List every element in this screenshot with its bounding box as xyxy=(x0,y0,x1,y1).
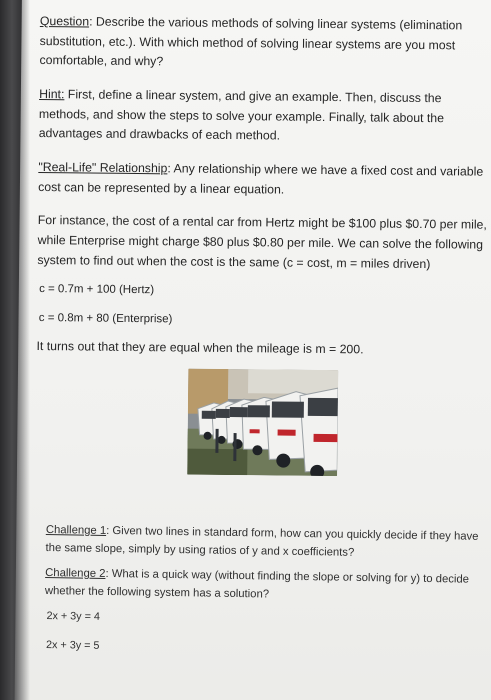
challenge-2-text: : What is a quick way (without finding the slope or solving for y) to decide whether the following system has a solution? xyxy=(44,567,470,601)
system-equation-1: 2x + 3y = 4 xyxy=(46,610,101,623)
challenges-section xyxy=(44,522,491,672)
cars-illustration xyxy=(187,368,338,476)
challenge-2-label: Challenge 2 xyxy=(45,566,106,580)
question-label: Question xyxy=(39,13,90,29)
question-paragraph xyxy=(39,12,491,76)
hint-paragraph xyxy=(39,85,491,149)
system-equation-2: 2x + 3y = 5 xyxy=(45,638,100,652)
question-text: : Describe the various methods of solving linear systems (elimination substitution, etc.). With which method of solving linear systems are you most comfortable, and why? xyxy=(39,14,463,69)
hertz-equation: c = 0.7m + 100 (Hertz) xyxy=(39,283,155,297)
example-paragraph: For instance, the cost of a rental car from Hertz might be $100 plus $0.70 per mile, while Enterprise might charge $80 plus $0.80 per mile. We can solve the following system to find out when the cost is the same (c = cost, m = miles driven) xyxy=(37,213,487,271)
document-body xyxy=(35,12,491,486)
result-text: It turns out that they are equal when the mileage is m = 200. xyxy=(36,339,364,357)
challenge-2-paragraph xyxy=(45,565,490,607)
hint-text: First, define a linear system, and give an example. Then, discuss the methods, and show the steps to solve your example. Finally, talk about the advantages and drawbacks of each method. xyxy=(38,87,445,143)
real-life-label: "Real-Life" Relationship xyxy=(38,160,168,176)
challenge-1-paragraph xyxy=(45,522,490,564)
real-life-text: : Any relationship where we have a fixed cost and variable cost can be represented by a linear equation. xyxy=(38,161,484,197)
challenge-1-text: : Given two lines in standard form, how can you quickly decide if they have the same slope, simply by using ratios of y and x coefficients? xyxy=(45,524,479,559)
real-life-paragraph xyxy=(38,158,491,202)
enterprise-equation: c = 0.8m + 80 (Enterprise) xyxy=(38,311,173,326)
challenge-1-label: Challenge 1 xyxy=(45,523,107,537)
rental-cars-photo xyxy=(187,368,338,476)
hint-label: Hint: xyxy=(39,87,65,102)
page-edge-shadow xyxy=(0,0,30,700)
